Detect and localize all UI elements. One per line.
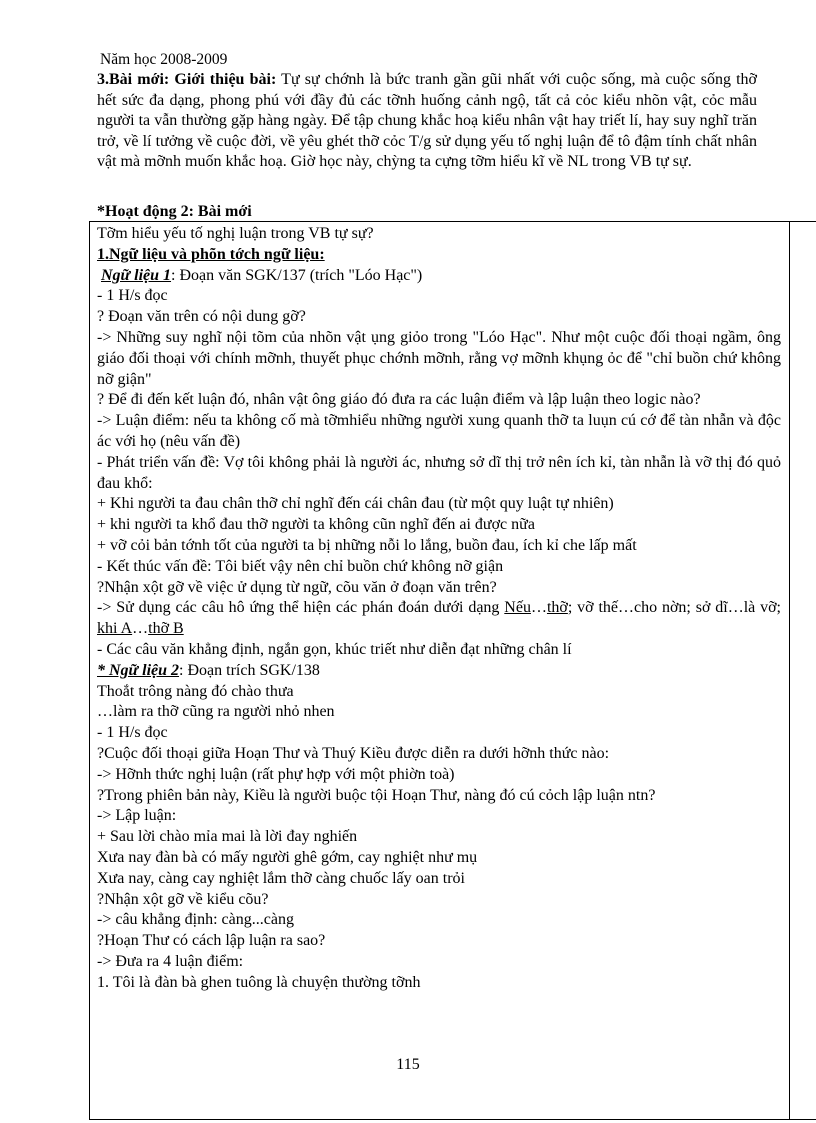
intro-text: Tự sự chớnh là bức tranh gần gũi nhất với cuộc sống, mà cuộc sống thỡ hết sức đa dạng, phong phú với đầy đủ các tỡnh huống cảnh ngộ, tất cả cỏc kiểu nhõn vật, cỏc mẫu người ta vẫn thường gặp hàng ngày. Để tập chung khắc hoạ kiểu nhân vật hay triết lí, hay suy nghĩ trăn trở, về lí tưởng về cuộc đời, về yêu ghét thỡ cỏc T/g sử dụng yếu tố nghị luận để tô đậm tính chất nhân vật mà mỡnh muốn khắc hoạ. Giờ học này, chỳng ta cựng tỡm hiểu kĩ về NL trong VB tự sự.: [97, 71, 758, 170]
line: -> câu khẳng định: càng...càng: [97, 911, 294, 929]
line: ?Nhận xột gỡ về việc ử dụng từ ngữ, cõu văn ở đoạn văn trên?: [97, 578, 497, 596]
line: ?Hoạn Thư có cách lập luận ra sao?: [97, 932, 326, 950]
example-label: Ngữ liệu 1: [101, 266, 172, 284]
line: - 1 H/s đọc: [97, 287, 168, 305]
line: + Khi người ta đau chân thỡ chỉ nghĩ đến cái chân đau (từ một quy luật tự nhiên): [97, 495, 614, 513]
line: + khi người ta khổ đau thỡ người ta không cũn nghĩ đến ai được nữa: [97, 516, 535, 534]
underlined-word: khi A: [97, 620, 133, 638]
underlined-word: thỡ B: [148, 620, 184, 638]
line: -> Những suy nghĩ nội tõm của nhõn vật ụng giỏo trong "Lóo Hạc". Như một cuộc đối thoại ngầm, ông giáo đối thoại với chính mỡnh, thuyết phục chớnh mỡnh, rằng vợ mỡnh khụng ỏc để "chỉ buồn chứ không nỡ giận": [97, 328, 781, 388]
line: - 1 H/s đọc: [97, 724, 168, 742]
line: - Các câu văn khẳng định, ngắn gọn, khúc triết như diễn đạt những chân lí: [97, 640, 572, 658]
line: ?Cuộc đối thoại giữa Hoạn Thư và Thuý Kiều được diễn ra dưới hỡnh thức nào:: [97, 744, 610, 762]
table-cell-content: [97, 224, 781, 993]
page-number: 115: [396, 1056, 420, 1073]
line: ? Để đi đến kết luận đó, nhân vật ông giáo đó đưa ra các luận điểm và lập luận theo logic nào?: [97, 391, 701, 409]
intro-label: 3.Bài mới:: [97, 71, 170, 88]
line: ? Đoạn văn trên có nội dung gỡ?: [97, 308, 306, 326]
activity-heading: *Hoạt động 2: Bài mới: [97, 203, 252, 220]
line-text: …: [530, 599, 547, 617]
line: + vỡ cỏi bản tớnh tốt của người ta bị những nỗi lo lắng, buồn đau, ích kỉ che lấp mất: [97, 536, 637, 554]
line: - Phát triển vấn đề: Vợ tôi không phải là người ác, nhưng sở dĩ thị trở nên ích kỉ, tàn nhẫn là vỡ thị đó quỏ đau khổ:: [97, 453, 781, 492]
line: Xưa nay, càng cay nghiệt lắm thỡ càng chuốc lấy oan trỏi: [97, 869, 465, 887]
line: …làm ra thỡ cũng ra người nhỏ nhen: [97, 703, 335, 721]
line: [97, 266, 781, 287]
line: Xưa nay đàn bà có mấy người ghê gớm, cay nghiệt như mụ: [97, 848, 478, 866]
line: ?Nhận xột gỡ về kiểu cõu?: [97, 890, 269, 908]
intro-sublabel: Giới thiệu bài:: [174, 71, 277, 88]
underlined-word: thỡ: [546, 599, 568, 617]
line: [97, 598, 781, 640]
line: -> Hỡnh thức nghị luận (rất phự hợp với một phiờn toà): [97, 765, 455, 783]
line-text: -> Sử dụng các câu hô ứng thể hiện các phán đoán dưới dạng: [97, 599, 505, 617]
line: 1. Tôi là đàn bà ghen tuông là chuyện thường tỡnh: [97, 973, 421, 991]
line-text: …: [132, 620, 149, 638]
line: -> Đưa ra 4 luận điểm:: [97, 952, 244, 970]
line: - Kết thúc vấn đề: Tôi biết vậy nên chỉ buồn chứ không nỡ giận: [97, 557, 504, 575]
line-text: ; vỡ thế…cho nờn; sở dĩ…là vỡ;: [567, 599, 782, 617]
school-year: Năm học 2008-2009: [100, 51, 228, 68]
section-heading: 1.Ngữ liệu và phõn tớch ngữ liệu:: [97, 245, 325, 263]
line: Thoắt trông nàng đó chào thưa: [97, 682, 294, 700]
example-label: * Ngữ liệu 2: [97, 661, 180, 679]
line: Tỡm hiểu yếu tố nghị luận trong VB tự sự?: [97, 225, 374, 242]
line-text: : Đoạn trích SGK/138: [179, 661, 320, 679]
line: -> Lập luận:: [97, 807, 177, 825]
line: [97, 661, 781, 682]
line: ?Trong phiên bản này, Kiều là người buộc tội Hoạn Thư, nàng đó cú cỏch lập luận ntn?: [97, 786, 656, 804]
line: -> Luận điểm: nếu ta không cố mà tỡmhiểu những người xung quanh thỡ ta luụn cú cớ để tàn nhẫn và độc ác với họ (nêu vấn đề): [97, 412, 781, 450]
underlined-word: Nếu: [504, 599, 531, 617]
table-column-divider: [789, 221, 790, 1120]
intro-paragraph: [97, 70, 757, 173]
line-text: : Đoạn văn SGK/137 (trích "Lóo Hạc"): [171, 266, 423, 284]
line: + Sau lời chào mỉa mai là lời đay nghiến: [97, 828, 358, 846]
